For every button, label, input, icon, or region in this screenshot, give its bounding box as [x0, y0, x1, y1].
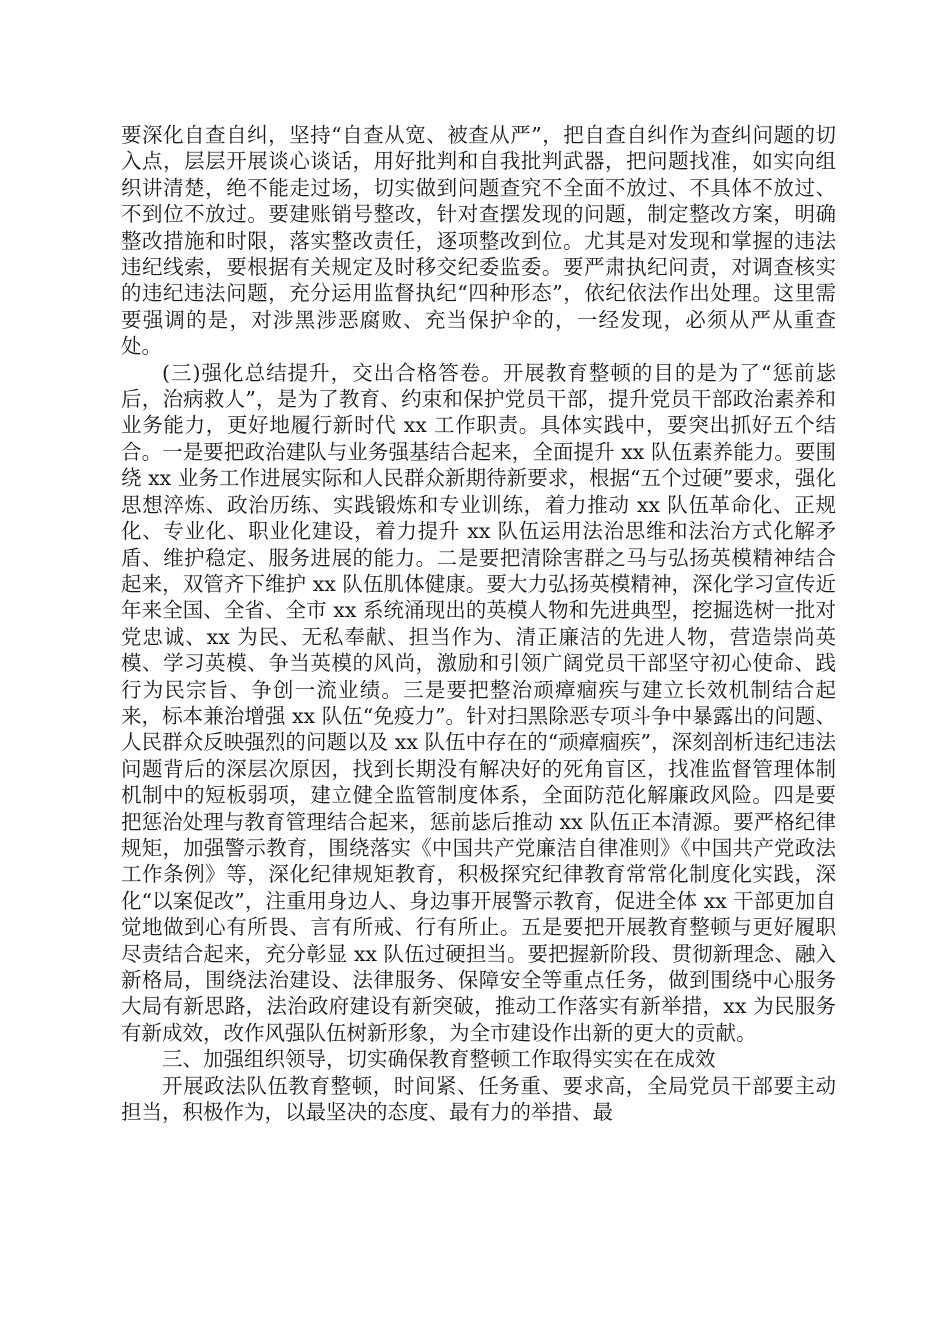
- paragraph-organization-intro: 开展政法队伍教育整顿，时间紧、任务重、要求高，全局党员干部要主动担当，积极作为，以最坚决的态度、最有力的举措、最: [121, 1073, 836, 1125]
- document-body: [121, 122, 836, 1125]
- section-heading-organization: 三、加强组织领导，切实确保教育整顿工作取得实实在在成效: [162, 1047, 716, 1072]
- paragraph-self-inspection: 要深化自查自纠，坚持“自查从宽、被查从严”，把自查自纠作为查纠问题的切入点，层层开展谈心谈话，用好批判和自我批判武器，把问题找准，如实向组织讲清楚，绝不能走过场，切实做到问题查究不全面不放过、不具体不放过、不到位不放过。要建账销号整改，针对查摆发现的问题，制定整改方案，明确整改措施和时限，落实整改责任，逐项整改到位。尤其是对发现和掌握的违法违纪线索，要根据有关规定及时移交纪委监委。要严肃执纪问责，对调查核实的违纪违法问题，充分运用监督执纪“四种形态”，依纪依法作出处理。这里需要强调的是，对涉黑涉恶腐败、充当保护伞的，一经发现，必须从严从重查处。: [121, 123, 836, 359]
- paragraph-section-three-summary: (三)强化总结提升，交出合格答卷。开展教育整顿的目的是为了“惩前毖后，治病救人”，是为了教育、约束和保护党员干部，提升党员干部政治素养和业务能力，更好地履行新时代 xx 工作职责。具体实践中，要突出抓好五个结合。一是要把政治建队与业务强基结合起来，全面提升 xx 队伍素养能力。要围绕 xx 业务工作进展实际和人民群众新期待新要求，根据“五个过硬”要求，强化思想淬炼、政治历练、实践锻炼和专业训练，着力推动 xx 队伍革命化、正规化、专业化、职业化建设，着力提升 xx 队伍运用法治思维和法治方式化解矛盾、维护稳定、服务进展的能力。二是要把清除害群之马与弘扬英模精神结合起来，双管齐下维护 xx 队伍肌体健康。要大力弘扬英模精神，深化学习宣传近年来全国、全省、全市 xx 系统涌现出的英模人物和先进典型，挖掘选树一批对党忠诚、xx 为民、无私奉献、担当作为、清正廉洁的先进人物，营造崇尚英模、学习英模、争当英模的风尚，激励和引领广阔党员干部坚守初心使命、践行为民宗旨、争创一流业绩。三是要把整治顽瘴痼疾与建立长效机制结合起来，标本兼治增强 xx 队伍“免疫力”。针对扫黑除恶专项斗争中暴露出的问题、人民群众反映强烈的问题以及 xx 队伍中存在的“顽瘴痼疾”，深刻剖析违纪违法问题背后的深层次原因，找到长期没有解决好的死角盲区，找准监督管理体制机制中的短板弱项，建立健全监管制度体系，全面防范化解廉政风险。四是要把惩治处理与教育管理结合起来，惩前毖后推动 xx 队伍正本清源。要严格纪律规矩，加强警示教育，围绕落实《中国共产党廉洁自律准则》《中国共产党政法工作条例》等，深化纪律规矩教育，积极探究纪律教育常常化制度化实践，深化“以案促改”，注重用身边人、身边事开展警示教育，促进全体 xx 干部更加自觉地做到心有所畏、言有所戒、行有所止。五是要把开展教育整顿与更好履职尽责结合起来，充分彰显 xx 队伍过硬担当。要把握新阶段、贯彻新理念、融入新格局，围绕法治建设、法律服务、保障安全等重点任务，做到围绕中心服务大局有新思路，法治政府建设有新突破，推动工作落实有新举措，xx 为民服务有新成效，改作风强队伍树新形象，为全市建设作出新的更大的贡献。: [121, 360, 836, 1045]
